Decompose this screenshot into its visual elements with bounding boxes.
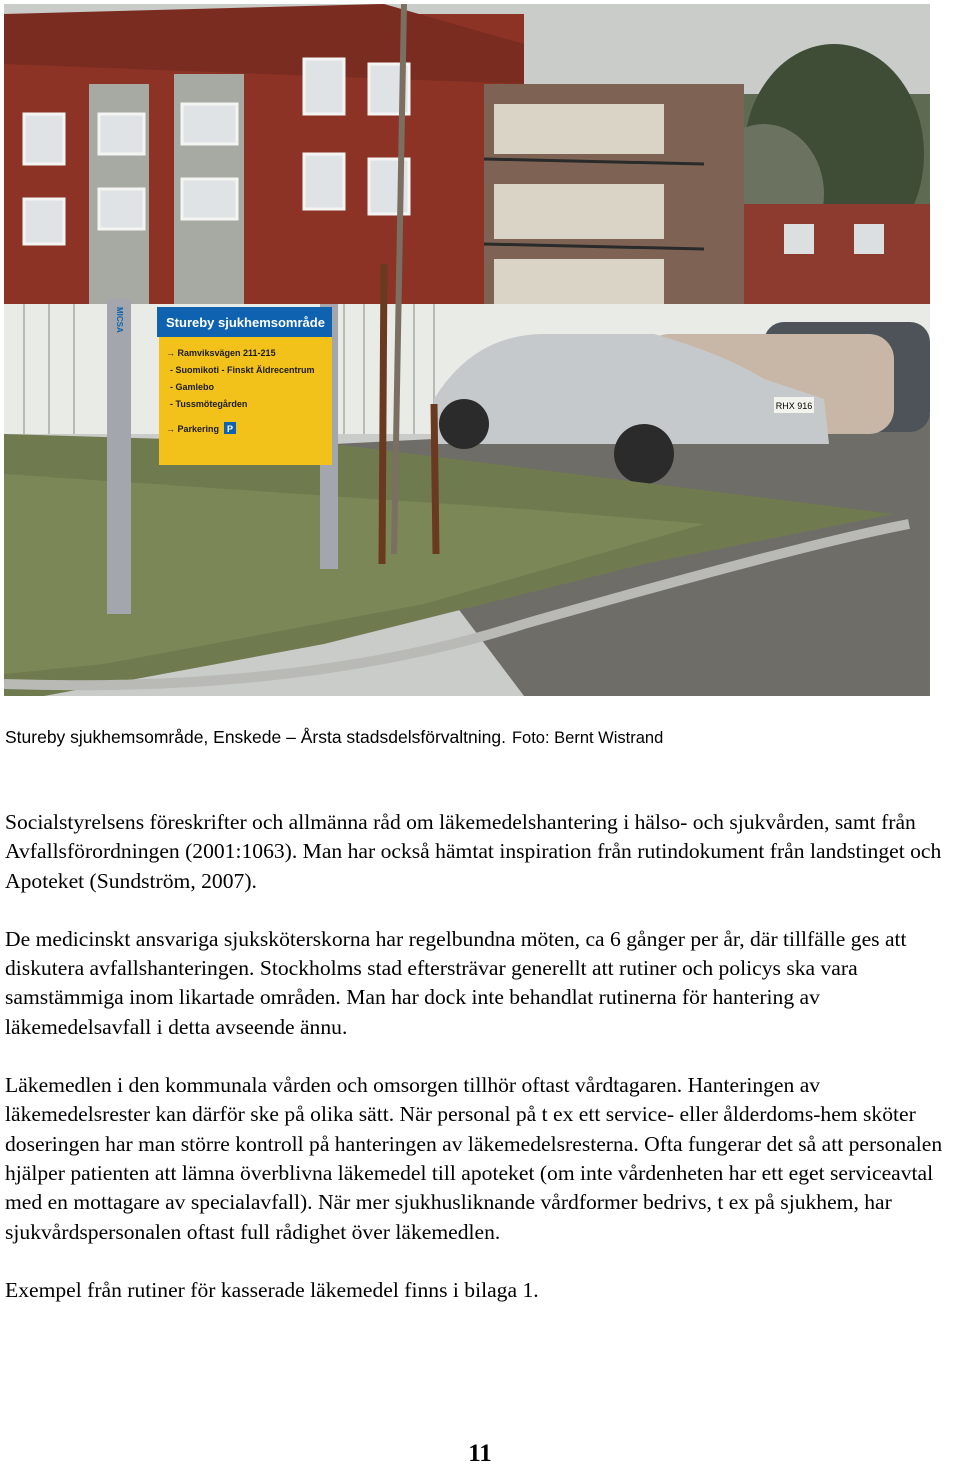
body-text xyxy=(5,808,960,1334)
sign-line: → Parkering xyxy=(166,424,220,434)
sign-line: - Tussmötegården xyxy=(170,399,248,409)
photo-credit: Foto: Bernt Wistrand xyxy=(511,729,664,747)
parking-symbol: P xyxy=(226,424,234,434)
photo-stureby-sign xyxy=(4,4,930,696)
sign-logo: MICSA xyxy=(115,307,124,333)
paragraph: De medicinskt ansvariga sjuksköterskorna har regelbundna möten, ca 6 gånger per år, där tillfälle ges att diskutera avfallshanteringen. Stockholms stad eftersträvar generellt att rutiner och policys ska vara samstämmiga inom likartade områden. Man har dock inte behandlat rutinerna för hantering av läkemedelsavfall i detta avseende ännu. xyxy=(5,926,907,1039)
license-plate: RHX 916 xyxy=(775,401,813,411)
page-number: 11 xyxy=(468,1440,492,1467)
paragraph: Socialstyrelsens föreskrifter och allmänna råd om läkemedelshantering i hälso- och sjukvården, samt från Avfallsförordningen (2001:1063). Man har också hämtat inspiration från rutindokument från landstinget och Apoteket (Sundström, 2007). xyxy=(5,810,942,893)
paragraph: Exempel från rutiner för kasserade läkemedel finns i bilaga 1. xyxy=(5,1277,539,1302)
photo-caption xyxy=(5,727,945,748)
sign-line: - Gamlebo xyxy=(170,382,215,392)
caption-text: Stureby sjukhemsområde, Enskede – Årsta stadsdelsförvaltning. xyxy=(5,727,506,747)
sign-line: → Ramviksvägen 211-215 xyxy=(166,348,276,358)
sign-title: Stureby sjukhemsområde xyxy=(166,315,325,330)
paragraph: Läkemedlen i den kommunala vården och omsorgen tillhör oftast vårdtagaren. Hanteringen av läkemedelsrester kan därför ske på olika sätt. När personal på t ex ett service- eller ålderdoms-hem sköter doseringen har man större kontroll på hanteringen av läkemedelsresterna. Ofta fungerar det så att personalen hjälper patienten att lämna överblivna läkemedel till apoteket (om inte vårdenheten har ett eget serviceavtal med en mottagare av specialavfall). När mer sjukhusliknande vårdformer bedrivs, t ex på sjukhem, har sjukvårdspersonalen oftast full rådighet över läkemedlen. xyxy=(5,1073,943,1244)
sign-line: - Suomikoti - Finskt Äldrecentrum xyxy=(170,365,315,375)
